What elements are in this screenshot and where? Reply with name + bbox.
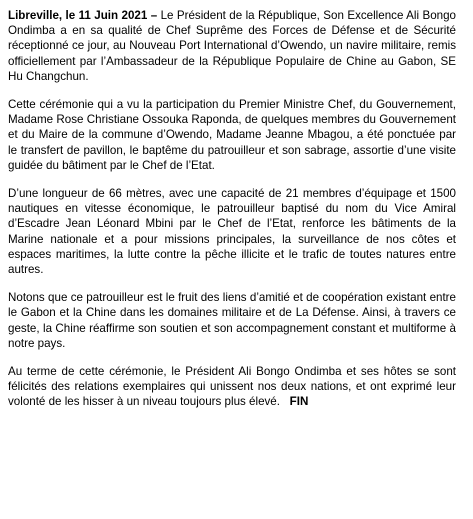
paragraph-5-text: Au terme de cette cérémonie, le Président Ali Bongo Ondimba et ses hôtes se sont félicités des relations exemplaires qui unissent nos deux nations, et ont exprimé leur volonté de les hisser à un niveau toujours plus élevé. [8, 365, 456, 409]
paragraph-5 [8, 364, 456, 410]
paragraph-4: Notons que ce patrouilleur est le fruit des liens d’amitié et de coopération existant entre le Gabon et la Chine dans les domaines militaire et de La Défense. Ainsi, à travers ce geste, la Chine réaffirme son soutien et son accompagnement constant et multiforme à notre pays. [8, 291, 456, 350]
paragraph-1-text: Le Président de la République, Son Excellence Ali Bongo Ondimba a en sa qualité de Chef Suprême des Forces de Défense et de Sécurité réceptionné ce jour, au Nouveau Port International d’Owendo, un navire militaire, remis officiellement par l’Ambassadeur de la République Populaire de Chine au Gabon, SE Hu Changchun. [8, 9, 456, 83]
press-release-document [8, 8, 456, 423]
end-mark: FIN [289, 395, 309, 409]
dateline: Libreville, le 11 Juin 2021 – [8, 9, 158, 22]
paragraph-3: D’une longueur de 66 mètres, avec une capacité de 21 membres d’équipage et 1500 nautiques en vitesse économique, le patrouilleur baptisé du nom du Vice Amiral d’Escadre Jean Léonard Mbini par le Chef de l’Etat, renforce les bâtiments de la Marine nationale et a pour missions principales, la surveillance de nos côtes et espaces maritimes, la lutte contre la pêche illicite et le trafic de toutes natures entre autres. [8, 187, 456, 277]
paragraph-2: Cette cérémonie qui a vu la participation du Premier Ministre Chef, du Gouvernement, Madame Rose Christiane Ossouka Raponda, de quelques membres du Gouvernement et du Maire de la commune d’Owendo, Madame Jeanne Mbagou, a été ponctuée par le transfert de pavillon, le baptême du patrouilleur et son sabrage, assortie d’une visite guidée du bâtiment par le Chef de l’Etat. [8, 98, 456, 172]
paragraph-1 [8, 8, 456, 84]
